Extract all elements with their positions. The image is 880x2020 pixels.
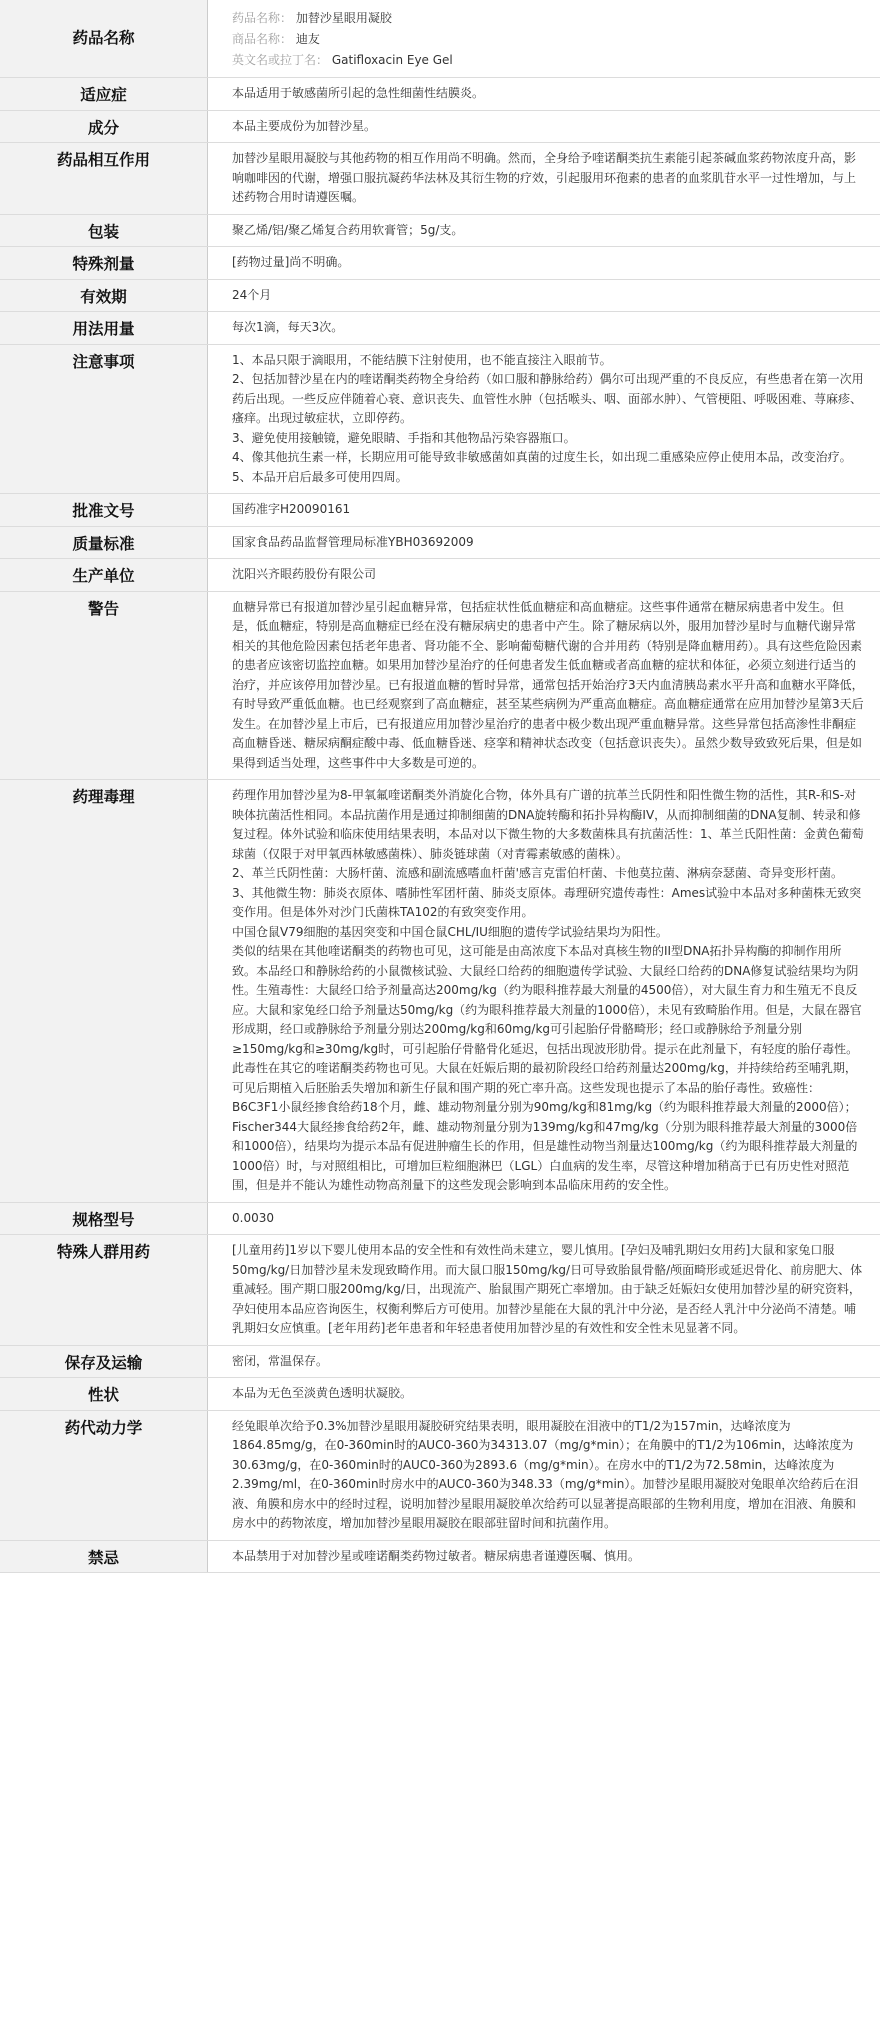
english-name-line — [232, 50, 864, 71]
row-contraindications — [0, 1540, 880, 1573]
row-pharmacology — [0, 780, 880, 1203]
row-label: 特殊剂量 — [0, 247, 208, 280]
row-appearance — [0, 1378, 880, 1411]
row-value: 本品禁用于对加替沙星或喹诺酮类药物过敏者。糖尿病患者谨遵医嘱、慎用。 — [208, 1540, 880, 1573]
english-name-label: 英文名或拉丁名： — [232, 53, 329, 67]
row-value: 国家食品药品监督管理局标准YBH03692009 — [208, 526, 880, 559]
row-dosage — [0, 312, 880, 345]
row-value: 0.0030 — [208, 1202, 880, 1235]
row-value: 血糖异常已有报道加替沙星引起血糖异常，包括症状性低血糖症和高血糖症。这些事件通常在糖尿病患者中发生。但是，低血糖症，特别是高血糖症已经在没有糖尿病史的患者中产生。除了糖尿病以外，服用加替沙星时与血糖代谢异常相关的其他危险因素包括老年患者、肾功能不全、影响葡萄糖代谢的合并用药（特别是降血糖用药）。具有这些危险因素的患者应该密切监控血糖。如果用加替沙星治疗的任何患者发生低血糖或者高血糖的症状和体征，必须立刻进行适当的治疗，并应该停用加替沙星。已有报道血糖的暂时异常，通常包括开始治疗3天内血清胰岛素水平升高和血糖水平降低，有时导致严重低血糖。也已经观察到了高血糖症，甚至某些病例为严重高血糖症。高血糖症通常在应用加替沙星第3天后发生。在加替沙星上市后，已有报道应用加替沙星治疗的患者中极少数出现严重血糖异常。这些异常包括高渗性非酮症高血糖昏迷、糖尿病酮症酸中毒、低血糖昏迷、痉挛和精神状态改变（包括意识丧失）。虽然少数导致致死后果，但是如果得到适当处理，这些事件中大多数是可逆的。 — [208, 591, 880, 780]
row-label: 适应症 — [0, 78, 208, 111]
row-label: 注意事项 — [0, 344, 208, 494]
row-manufacturer — [0, 559, 880, 592]
row-value: 本品为无色至淡黄色透明状凝胶。 — [208, 1378, 880, 1411]
pharmacology-paragraph: 中国仓鼠V79细胞的基因突变和中国仓鼠CHL/IU细胞的遗传学试验结果均为阳性。 — [232, 924, 668, 939]
row-precautions — [0, 344, 880, 494]
generic-name-line — [232, 8, 864, 29]
row-label: 药品相互作用 — [0, 143, 208, 215]
precaution-paragraph: 3、避免使用接触镜，避免眼睛、手指和其他物品污染容器瓶口。 — [232, 430, 576, 445]
row-quality-standard — [0, 526, 880, 559]
row-label: 有效期 — [0, 279, 208, 312]
row-label: 性状 — [0, 1378, 208, 1411]
row-label: 包装 — [0, 214, 208, 247]
row-model — [0, 1202, 880, 1235]
row-package — [0, 214, 880, 247]
row-value: [药物过量]尚不明确。 — [208, 247, 880, 280]
row-value: 每次1滴，每天3次。 — [208, 312, 880, 345]
row-interactions — [0, 143, 880, 215]
pharmacology-paragraph: 类似的结果在其他喹诺酮类的药物也可见，这可能是由高浓度下本品对真核生物的II型DNA拓扑异构酶的抑制作用所致。本品经口和静脉给药的小鼠微核试验、大鼠经口给药的细胞遗传学试验、大鼠经口给药的DNA修复试验结果均为阴性。生殖毒性：大鼠经口给予剂量高达200mg/kg（约为眼科推荐最大剂量的4500倍），对大鼠生育力和生殖无不良反应。大鼠和家兔经口给予剂量达50mg/kg（约为眼科推荐最大剂量的1000倍），未见有致畸胎作用。但是，大鼠在器官形成期，经口或静脉给予剂量分别达200mg/kg和60mg/kg可引起胎仔骨骼畸形；经口或静脉给予剂量分别≥150mg/kg和≥30mg/kg时，可引起胎仔骨骼骨化延迟，包括出现波形肋骨。提示在此剂量下，有轻度的胎仔毒性。此毒性在其它的喹诺酮类药物也可见。大鼠在妊娠后期的最初阶段经口给药剂量达200mg/kg，并持续给药至哺乳期，可见后期植入后胚胎丢失增加和新生仔鼠和围产期的死亡率升高。这些发现也提示了本品的胎仔毒性。致癌性：B6C3F1小鼠经掺食给药18个月，雌、雄动物剂量分别为90mg/kg和81mg/kg（约为眼科推荐最大剂量的2000倍）；Fischer344大鼠经掺食给药2年，雌、雄动物剂量分别为139mg/kg和47mg/kg（分别为眼科推荐最大剂量的3000倍和1000倍），结果均为提示本品有促进肿瘤生长的作用，但是雄性动物当剂量达100mg/kg（约为眼科推荐最大剂量的1000倍）时，与对照组相比，可增加巨粒细胞淋巴（LGL）白血病的发生率，尽管这种增加稍高于已有历史性对照范围，但是并不能认为雄性动物高剂量下的这些发现会影响到本品临床用药的安全性。 — [232, 944, 862, 1192]
trade-name-value: 迪友 — [295, 32, 320, 46]
trade-name-line — [232, 29, 864, 50]
row-value: 沈阳兴齐眼药股份有限公司 — [208, 559, 880, 592]
row-label: 规格型号 — [0, 1202, 208, 1235]
row-label: 保存及运输 — [0, 1345, 208, 1378]
row-label: 药代动力学 — [0, 1410, 208, 1540]
precaution-paragraph: 5、本品开启后最多可使用四周。 — [232, 469, 408, 484]
row-value — [208, 780, 880, 1203]
row-label: 禁忌 — [0, 1540, 208, 1573]
generic-name-value: 加替沙星眼用凝胶 — [295, 11, 392, 25]
pharmacology-paragraph: 2、革兰氏阴性菌：大肠杆菌、流感和副流感嗜血杆菌'感言克雷伯杆菌、卡他莫拉菌、淋病奈瑟菌、奇异变形杆菌。 — [232, 866, 843, 880]
trade-name-label: 商品名称： — [232, 32, 293, 46]
precaution-paragraph: 2、包括加替沙星在内的喹诺酮类药物全身给药（如口服和静脉给药）偶尔可出现严重的不良反应，有些患者在第一次用药后出现。一些反应伴随着心衰、意识丧失、血管性水肿（包括喉头、咽、面部水肿）、气管梗阻、呼吸困难、荨麻疹、瘙痒。出现过敏症状，立即停药。 — [232, 372, 864, 425]
row-value: 经兔眼单次给予0.3%加替沙星眼用凝胶研究结果表明，眼用凝胶在泪液中的T1/2为157min，达峰浓度为1864.85mg/g，在0-360min时的AUC0-360为34313.07（mg/g*min）；在角膜中的T1/2为106min，达峰浓度为30.63mg/g，在0-360min时的AUC0-360为2893.6（mg/g*min）。在房水中的T1/2为72.58min，达峰浓度为2.39mg/ml，在0-360min时房水中的AUC0-360为348.33（mg/g*min）。加替沙星眼用凝胶对兔眼单次给药后在泪液、角膜和房水中的经时过程，说明加替沙星眼用凝胶单次给药可以显著提高眼部的生物利用度，增加在泪液、角膜和房水中的药物浓度，增加加替沙星眼用凝胶在眼部驻留时间和抗菌作用。 — [208, 1410, 880, 1540]
row-pharmacokinetics — [0, 1410, 880, 1540]
row-label: 药品名称 — [0, 0, 208, 78]
row-label: 成分 — [0, 110, 208, 143]
row-label: 特殊人群用药 — [0, 1235, 208, 1346]
row-value — [208, 0, 880, 78]
row-label: 药理毒理 — [0, 780, 208, 1203]
row-special-dosage — [0, 247, 880, 280]
row-approval-number — [0, 494, 880, 527]
row-special-populations — [0, 1235, 880, 1346]
generic-name-label: 药品名称： — [232, 11, 293, 25]
row-value — [208, 344, 880, 494]
row-value: 聚乙烯/铝/聚乙烯复合药用软膏管；5g/支。 — [208, 214, 880, 247]
row-value: 加替沙星眼用凝胶与其他药物的相互作用尚不明确。然而，全身给予喹诺酮类抗生素能引起茶碱血浆药物浓度升高，影响咖啡因的代谢，增强口服抗凝药华法林及其衍生物的疗效，引起服用环孢素的患者的血浆肌苷水平一过性增加，与上述药物合用时请遵医嘱。 — [208, 143, 880, 215]
row-label: 生产单位 — [0, 559, 208, 592]
row-label: 质量标准 — [0, 526, 208, 559]
precaution-paragraph: 4、像其他抗生素一样，长期应用可能导致非敏感菌如真菌的过度生长，如出现二重感染应停止使用本品，改变治疗。 — [232, 450, 852, 464]
row-indication — [0, 78, 880, 111]
row-value: [儿童用药]1岁以下婴儿使用本品的安全性和有效性尚未建立，婴儿慎用。[孕妇及哺乳期妇女用药]大鼠和家兔口服50mg/kg/日加替沙星未发现致畸作用。而大鼠口服150mg/kg/日可导致胎鼠骨骼/颅面畸形或延迟骨化、前房肥大、体重减轻。围产期口服200mg/kg/日，出现流产、胎鼠围产期死亡率增加。由于缺乏妊娠妇女使用加替沙星的研究资料，孕妇使用本品应咨询医生，权衡利弊后方可使用。加替沙星能在大鼠的乳汁中分泌，是否经人乳汁中分泌尚不清楚。哺乳期妇女应慎重。[老年用药]老年患者和年轻患者使用加替沙星的有效性和安全性未见显著不同。 — [208, 1235, 880, 1346]
english-name-value: Gatifloxacin Eye Gel — [331, 53, 453, 67]
row-label: 用法用量 — [0, 312, 208, 345]
row-value: 本品适用于敏感菌所引起的急性细菌性结膜炎。 — [208, 78, 880, 111]
row-ingredients — [0, 110, 880, 143]
pharmacology-paragraph: 3、其他微生物：肺炎衣原体、嗜肺性军团杆菌、肺炎支原体。毒理研究遗传毒性：Ames试验中本品对多种菌株无致突变作用。但是体外对沙门氏菌株TA102的有致突变作用。 — [232, 885, 862, 919]
row-value: 国药准字H20090161 — [208, 494, 880, 527]
row-drug-name — [0, 0, 880, 78]
pharmacology-paragraph: 药理作用加替沙星为8-甲氧氟喹诺酮类外消旋化合物，体外具有广谱的抗革兰氏阴性和阳性微生物的活性，其R-和S-对映体抗菌活性相同。本品抗菌作用是通过抑制细菌的DNA旋转酶和拓扑异构酶IV，从而抑制细菌的DNA复制、转录和修复过程。体外试验和临床使用结果表明，本品对以下微生物的大多数菌株具有抗菌活性：1、革兰氏阳性菌：金黄色葡萄球菌（仅限于对甲氧西林敏感菌株）、肺炎链球菌（对青霉素敏感的菌株）。 — [232, 788, 864, 861]
row-value: 24个月 — [208, 279, 880, 312]
row-storage — [0, 1345, 880, 1378]
row-label: 批准文号 — [0, 494, 208, 527]
row-warning — [0, 591, 880, 780]
precaution-paragraph: 1、本品只限于滴眼用，不能结膜下注射使用，也不能直接注入眼前节。 — [232, 352, 612, 367]
row-shelf-life — [0, 279, 880, 312]
row-label: 警告 — [0, 591, 208, 780]
row-value: 密闭，常温保存。 — [208, 1345, 880, 1378]
row-value: 本品主要成份为加替沙星。 — [208, 110, 880, 143]
